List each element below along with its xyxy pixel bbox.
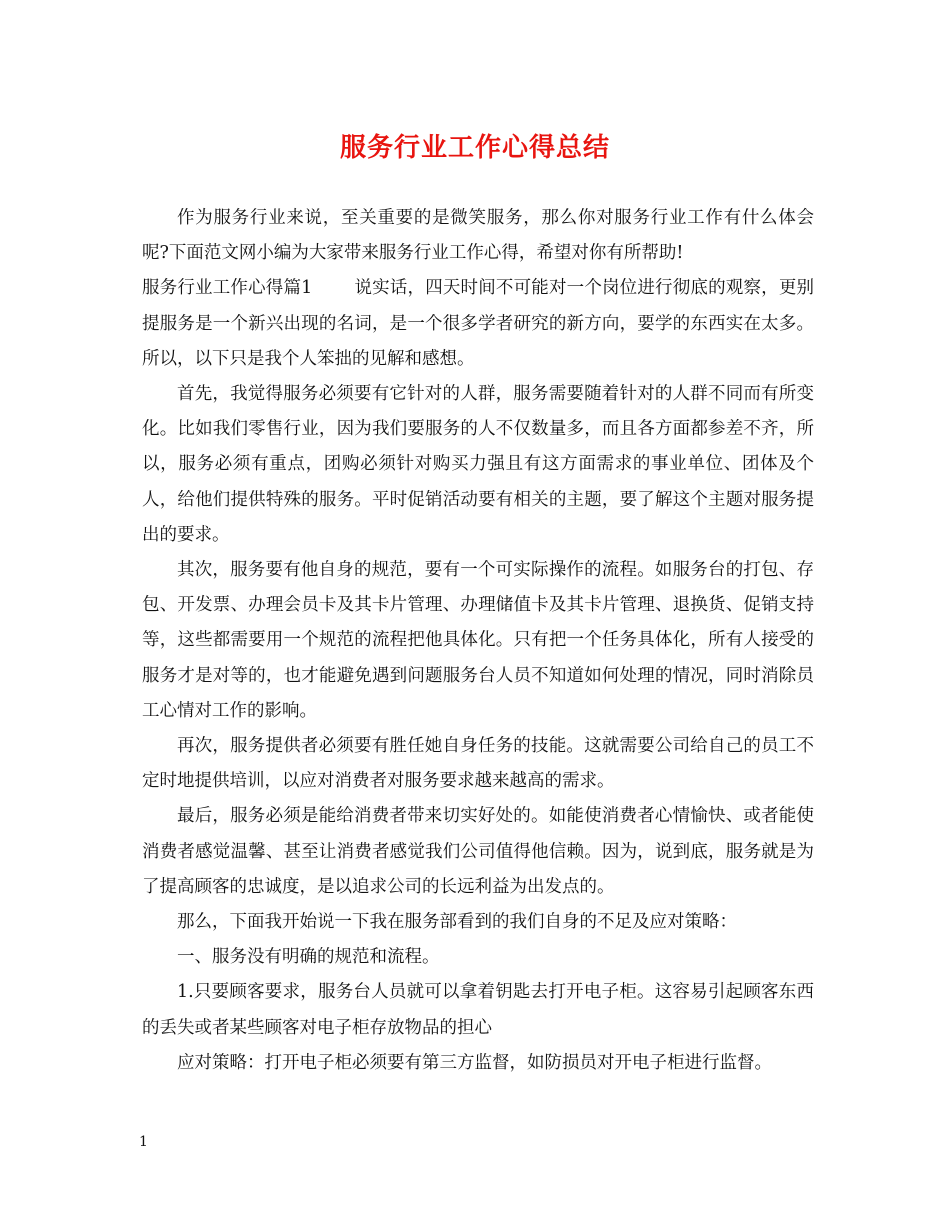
paragraph-strategy-intro: 那么，下面我开始说一下我在服务部看到的我们自身的不足及应对策略： <box>177 912 737 933</box>
section-heading: 服务行业工作心得篇1 <box>142 278 313 299</box>
paragraph-fourth: 最后，服务必须是能给消费者带来切实好处的。如能使消费者心情愉快、或者能使消费者感觉温馨、甚至让消费者感觉我们公司值得他信赖。因为，说到底，服务就是为了提高顾客的忠诚度，是以追求公司的长远利益为出发点的。 <box>142 806 814 897</box>
paragraph-second: 其次，服务要有他自身的规范，要有一个可实际操作的流程。如服务台的打包、存包、开发票、办理会员卡及其卡片管理、办理储值卡及其卡片管理、退换货、促销支持等，这些都需要用一个规范的流程把他具体化。只有把一个任务具体化，所有人接受的服务才是对等的，也才能避免遇到问题服务台人员不知道如何处理的情况，同时消除员工心情对工作的影响。 <box>142 560 814 721</box>
strategy-paragraph: 应对策略：打开电子柜必须要有第三方监督，如防损员对开电子柜进行监督。 <box>177 1052 772 1073</box>
document-body <box>142 201 814 1081</box>
section-opening-text: 说实话，四天时间不可能对一个岗位进行彻底的观察，更别提服务是一个新兴出现的名词，是一个很多学者研究的新方向，要学的东西实在太多。所以，以下只是我个人笨拙的见解和感想。 <box>142 278 815 369</box>
document-title: 服务行业工作心得总结 <box>339 133 610 163</box>
paragraph-third: 再次，服务提供者必须要有胜任她自身任务的技能。这就需要公司给自己的员工不定时地提供培训，以应对消费者对服务要求越来越高的需求。 <box>142 736 814 792</box>
list-item-one: 1.只要顾客要求，服务台人员就可以拿着钥匙去打开电子柜。这容易引起顾客东西的丢失或者某些顾客对电子柜存放物品的担心 <box>142 982 814 1038</box>
section-first-paragraph <box>142 271 814 377</box>
intro-paragraph: 作为服务行业来说，至关重要的是微笑服务，那么你对服务行业工作有什么体会呢?下面范文网小编为大家带来服务行业工作心得，希望对你有所帮助! <box>142 208 814 264</box>
paragraph-first: 首先，我觉得服务必须要有它针对的人群，服务需要随着针对的人群不同而有所变化。比如我们零售行业，因为我们要服务的人不仅数量多，而且各方面都参差不齐，所以，服务必须有重点，团购必须针对购买力强且有这方面需求的事业单位、团体及个人，给他们提供特殊的服务。平时促销活动要有相关的主题，要了解这个主题对服务提出的要求。 <box>142 384 814 545</box>
list-heading-one: 一、服务没有明确的规范和流程。 <box>177 947 440 968</box>
page-number: 1 <box>139 1134 148 1150</box>
